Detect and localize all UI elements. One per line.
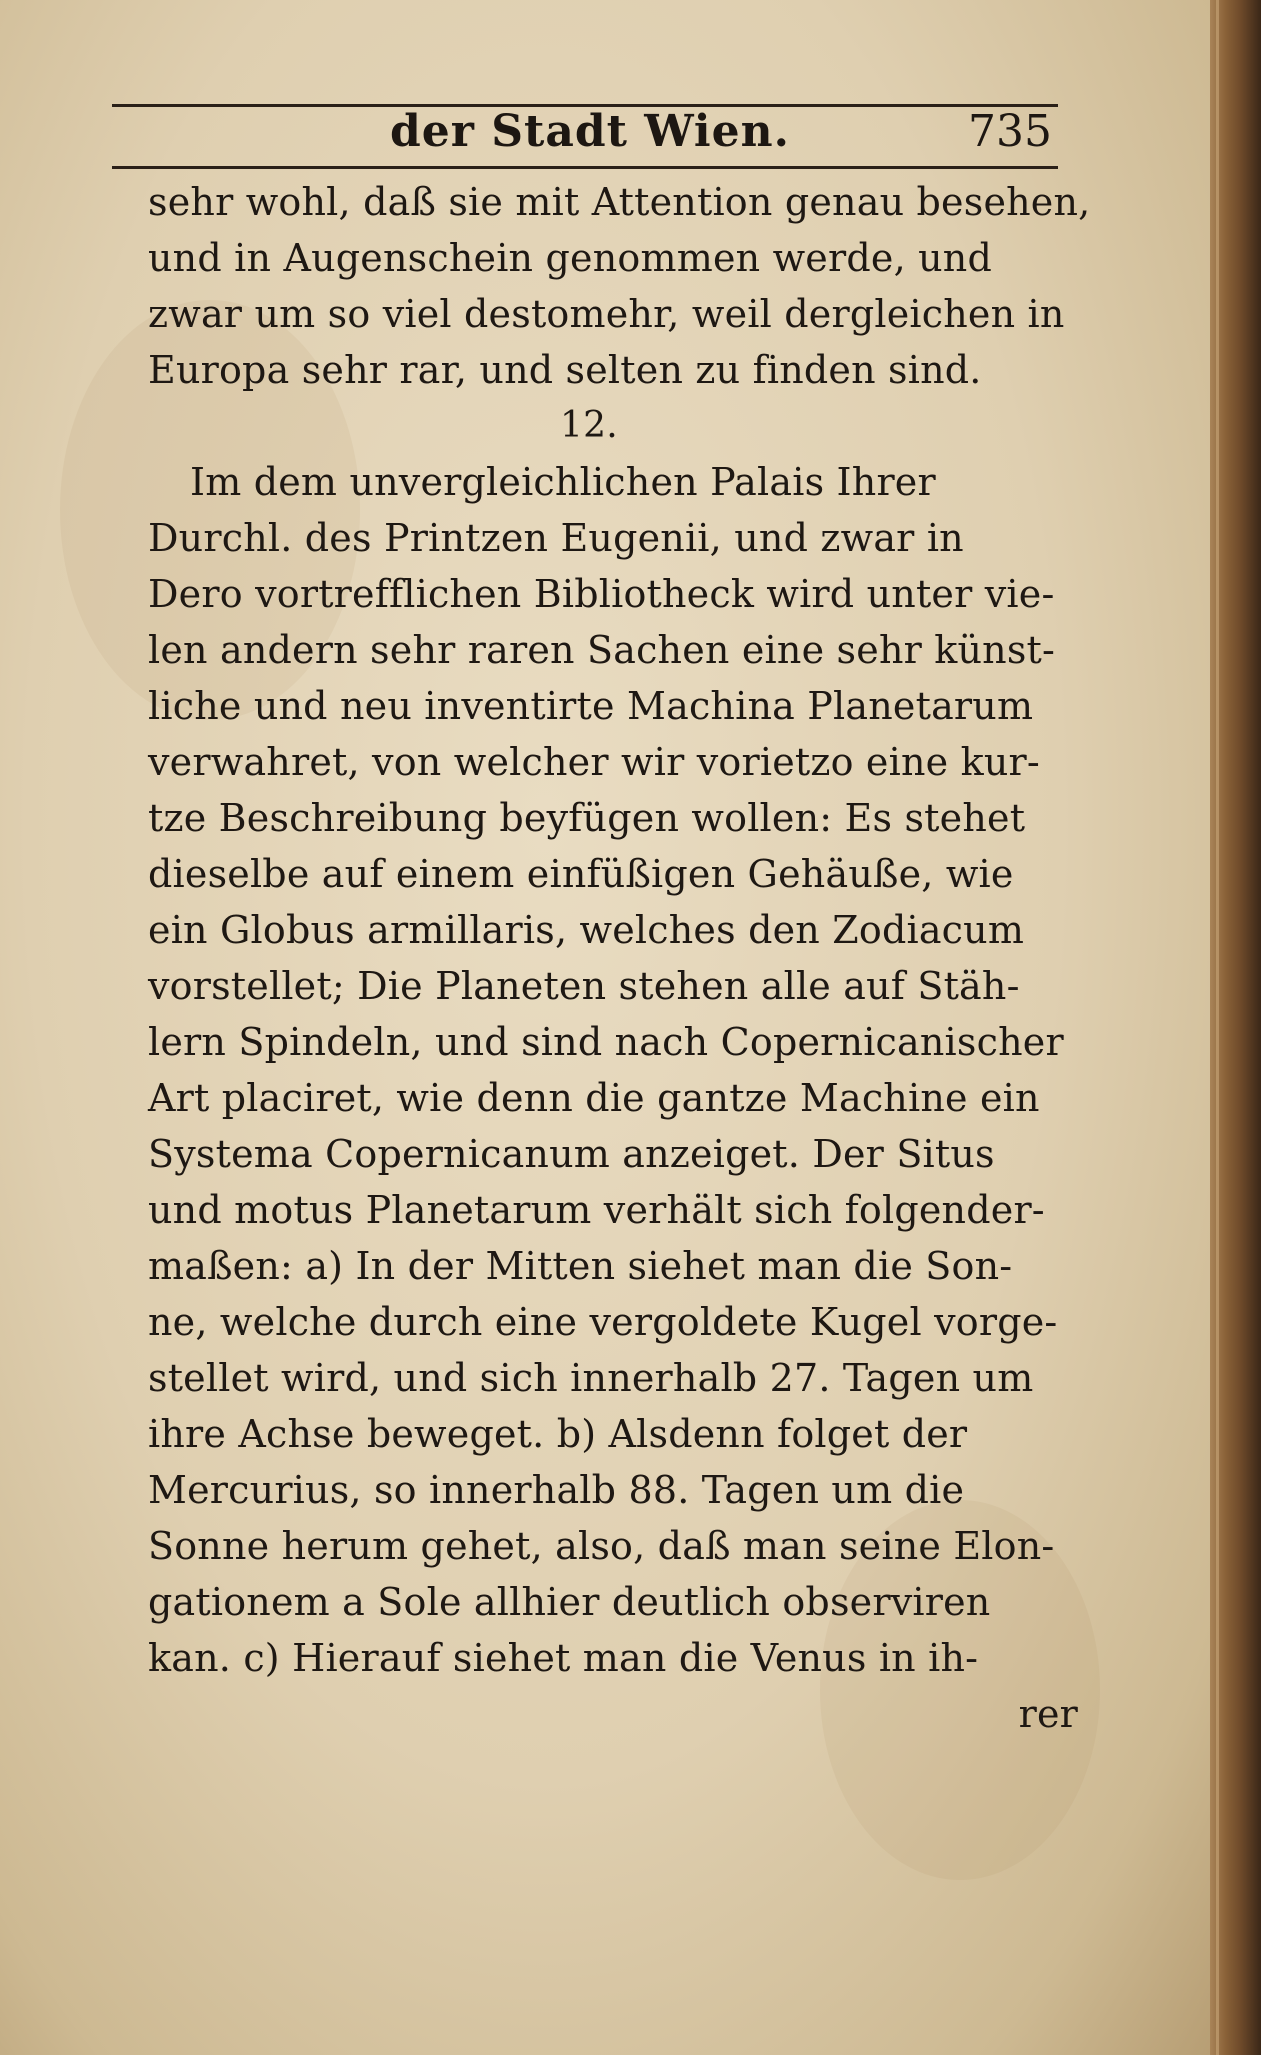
text-line: sehr wohl, daß sie mit Attention genau besehen, xyxy=(148,180,1091,224)
text-line: tze Beschreibung beyfügen wollen: Es stehet xyxy=(148,796,1026,840)
text-line: kan. c) Hierauf siehet man die Venus in ih- xyxy=(148,1636,979,1680)
catchword: rer xyxy=(1018,1692,1078,1736)
page-edge-highlight xyxy=(1216,0,1219,2055)
text-line: ein Globus armillaris, welches den Zodiacum xyxy=(148,908,1025,952)
text-line: Mercurius, so innerhalb 88. Tagen um die xyxy=(148,1468,965,1512)
text-line: gationem a Sole allhier deutlich observiren xyxy=(148,1580,991,1624)
section-number: 12. xyxy=(560,405,618,446)
text-line: und motus Planetarum verhält sich folgender- xyxy=(148,1188,1045,1232)
page-text xyxy=(148,174,1091,1742)
text-line: len andern sehr raren Sachen eine sehr künst- xyxy=(148,628,1056,672)
text-line: stellet wird, und sich innerhalb 27. Tagen um xyxy=(148,1356,1034,1400)
running-head: der Stadt Wien. xyxy=(390,106,790,157)
text-line: Im dem unvergleichlichen Palais Ihrer xyxy=(190,460,936,504)
text-line: Art placiret, wie denn die gantze Machine ein xyxy=(148,1076,1040,1120)
text-line: lern Spindeln, und sind nach Copernicanischer xyxy=(148,1020,1064,1064)
text-line: und in Augenschein genommen werde, und xyxy=(148,236,993,280)
text-line: dieselbe auf einem einfüßigen Gehäuße, wie xyxy=(148,852,1014,896)
text-line: vorstellet; Die Planeten stehen alle auf Stäh- xyxy=(148,964,1020,1008)
text-line: Sonne herum gehet, also, daß man seine Elon- xyxy=(148,1524,1055,1568)
book-spine-edge xyxy=(1210,0,1261,2055)
text-line: liche und neu inventirte Machina Planetarum xyxy=(148,684,1034,728)
text-line: Systema Copernicanum anzeiget. Der Situs xyxy=(148,1132,995,1176)
text-line: verwahret, von welcher wir vorietzo eine kur- xyxy=(148,740,1040,784)
text-line: Dero vortrefflichen Bibliotheck wird unter vie- xyxy=(148,572,1055,616)
text-line: zwar um so viel destomehr, weil dergleichen in xyxy=(148,292,1065,336)
text-line: Europa sehr rar, und selten zu finden sind. xyxy=(148,348,982,392)
text-line: ne, welche durch eine vergoldete Kugel vorge- xyxy=(148,1300,1058,1344)
page-number: 735 xyxy=(968,106,1052,157)
text-line: ihre Achse beweget. b) Alsdenn folget der xyxy=(148,1412,968,1456)
text-line: Durchl. des Printzen Eugenii, und zwar in xyxy=(148,516,964,560)
text-line: maßen: a) In der Mitten siehet man die Son- xyxy=(148,1244,1013,1288)
header-rule xyxy=(112,166,1058,169)
